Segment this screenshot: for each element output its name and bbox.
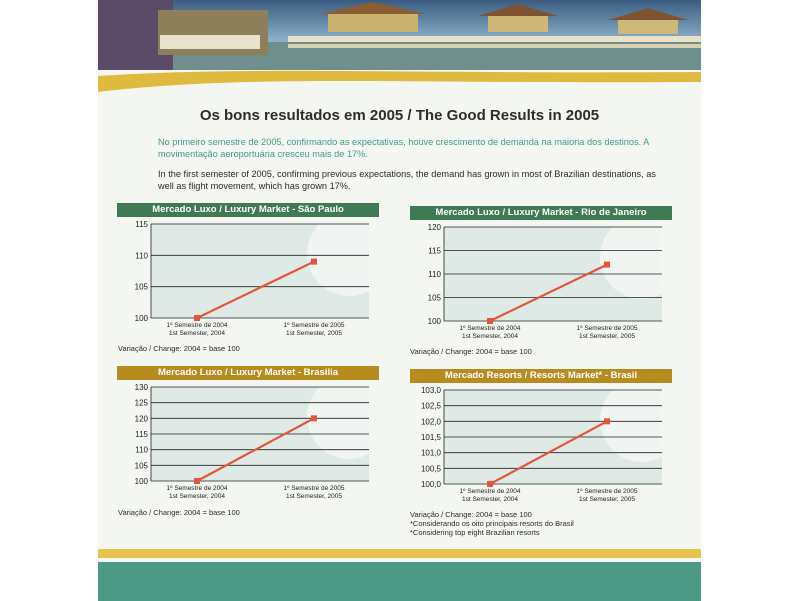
banner-wave-stripe xyxy=(98,62,701,102)
x-tick-label: 1º Semestre de 2005 xyxy=(576,325,638,332)
x-tick-label: 1st Semester, 2005 xyxy=(578,496,636,503)
chart-plot xyxy=(117,217,379,337)
y-tick-label: 100 xyxy=(134,477,148,486)
change-note: Variação / Change: 2004 = base 100 xyxy=(118,344,240,353)
chart-title: Mercado Luxo / Luxury Market - Rio de Janeiro xyxy=(410,206,672,220)
data-point xyxy=(311,415,317,421)
x-tick-label: 1st Semester, 2005 xyxy=(285,493,343,500)
y-tick-label: 105 xyxy=(134,461,148,471)
y-tick-label: 100,0 xyxy=(420,480,441,489)
x-tick-label: 1st Semester, 2005 xyxy=(285,330,343,337)
x-tick-label: 1º Semestre de 2004 xyxy=(459,325,521,332)
y-tick-label: 100 xyxy=(134,314,148,323)
y-tick-label: 100,5 xyxy=(420,464,441,474)
data-point xyxy=(194,315,200,321)
y-tick-label: 102,5 xyxy=(420,401,441,411)
resorts-note-pt: *Considerando os oito principais resorts do Brasil xyxy=(410,519,574,528)
chart-plot xyxy=(117,380,379,500)
x-tick-label: 1º Semestre de 2004 xyxy=(166,322,228,329)
data-point xyxy=(604,262,610,268)
x-tick-label: 1st Semester, 2004 xyxy=(461,496,519,503)
data-point xyxy=(487,318,493,324)
y-tick-label: 103,0 xyxy=(420,386,441,395)
x-tick-label: 1st Semester, 2004 xyxy=(168,330,226,337)
chart-resorts-brasil xyxy=(410,369,672,503)
y-tick-label: 120 xyxy=(427,223,441,232)
data-point xyxy=(604,418,610,424)
footer-band xyxy=(98,562,701,601)
resorts-note-en: *Considering top eight Brazilian resorts xyxy=(410,528,540,537)
chart-title: Mercado Resorts / Resorts Market* - Brasil xyxy=(410,369,672,383)
y-tick-label: 125 xyxy=(134,398,148,408)
chart-title: Mercado Luxo / Luxury Market - São Paulo xyxy=(117,203,379,217)
chart-title: Mercado Luxo / Luxury Market - Brasilia xyxy=(117,366,379,380)
chart-plot xyxy=(410,383,672,503)
brochure-page xyxy=(98,0,701,601)
y-tick-label: 105 xyxy=(427,293,441,303)
change-note: Variação / Change: 2004 = base 100 xyxy=(410,347,532,356)
x-tick-label: 1º Semestre de 2004 xyxy=(459,488,521,495)
chart-rio-de-janeiro xyxy=(410,206,672,340)
x-tick-label: 1º Semestre de 2005 xyxy=(576,488,638,495)
y-tick-label: 101,5 xyxy=(420,433,441,442)
y-tick-label: 110 xyxy=(135,251,148,261)
data-point xyxy=(194,478,200,484)
y-tick-label: 115 xyxy=(135,220,148,229)
page-title: Os bons resultados em 2005 / The Good Results in 2005 xyxy=(199,107,600,124)
x-tick-label: 1st Semester, 2005 xyxy=(578,333,636,340)
y-tick-label: 120 xyxy=(134,414,148,424)
x-tick-label: 1º Semestre de 2004 xyxy=(166,485,228,492)
x-tick-label: 1º Semestre de 2005 xyxy=(283,322,345,329)
intro-portuguese: No primeiro semestre de 2005, confirmando as expectativas, houve crescimento de demanda na maioria dos destinos. A movimentação aeroportuária cresceu mais de 17%. xyxy=(158,137,649,159)
x-tick-label: 1º Semestre de 2005 xyxy=(283,485,345,492)
y-tick-label: 115 xyxy=(135,430,148,439)
x-tick-label: 1st Semester, 2004 xyxy=(168,493,226,500)
data-point xyxy=(487,481,493,487)
y-tick-label: 130 xyxy=(134,383,148,392)
banner-photo xyxy=(98,0,701,70)
y-tick-label: 115 xyxy=(428,246,441,256)
intro-english: In the first semester of 2005, confirming previous expectations, the demand has grown in most of Brazilian destinations, as well as flight movement, which has grown 17%. xyxy=(158,169,656,191)
chart-sao-paulo xyxy=(117,203,379,337)
change-note: Variação / Change: 2004 = base 100 xyxy=(118,508,240,517)
y-tick-label: 105 xyxy=(134,282,148,292)
x-tick-label: 1st Semester, 2004 xyxy=(461,333,519,340)
footer-stripe xyxy=(98,549,701,558)
y-tick-label: 101,0 xyxy=(420,448,441,458)
data-point xyxy=(311,259,317,265)
chart-brasilia xyxy=(117,366,379,500)
y-tick-label: 110 xyxy=(135,445,148,455)
y-tick-label: 102,0 xyxy=(420,417,441,427)
change-note: Variação / Change: 2004 = base 100 xyxy=(410,510,532,519)
y-tick-label: 100 xyxy=(427,317,441,326)
chart-plot xyxy=(410,220,672,340)
y-tick-label: 110 xyxy=(428,270,441,279)
